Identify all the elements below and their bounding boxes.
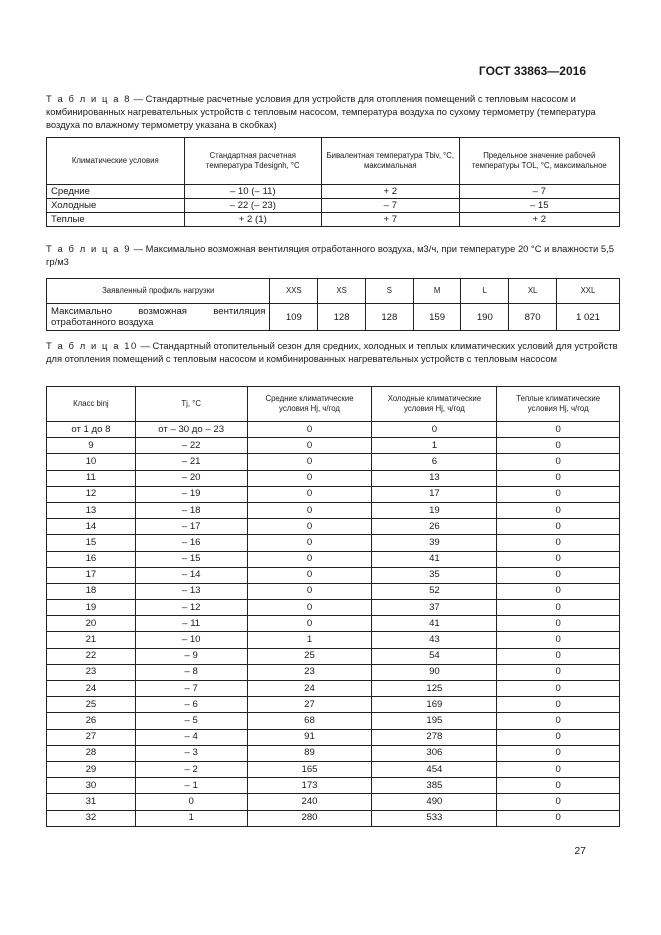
table-cell: 0 xyxy=(497,600,620,616)
table-row xyxy=(47,778,620,794)
table-cell: 25 xyxy=(247,648,372,664)
table-cell: 25 xyxy=(47,697,136,713)
table-cell: 0 xyxy=(497,470,620,486)
col-header: S xyxy=(365,279,413,304)
table-row xyxy=(47,486,620,502)
col-header: Холодные климатические условия Hj, ч/год xyxy=(372,387,497,422)
table-cell: 0 xyxy=(497,583,620,599)
table-cell: 23 xyxy=(47,664,136,680)
table-cell: 128 xyxy=(318,304,366,331)
table-cell: – 4 xyxy=(135,729,247,745)
table-cell: 0 xyxy=(247,422,372,438)
col-header: XL xyxy=(509,279,557,304)
table-cell: 278 xyxy=(372,729,497,745)
table-cell: 0 xyxy=(247,438,372,454)
table-cell: 26 xyxy=(372,519,497,535)
table-cell: Холодные xyxy=(47,199,185,213)
table-cell: 19 xyxy=(372,502,497,518)
table-cell: 0 xyxy=(247,583,372,599)
table-header-row xyxy=(47,279,620,304)
table-cell: 454 xyxy=(372,761,497,777)
table-cell: 6 xyxy=(372,454,497,470)
table-8 xyxy=(46,137,620,227)
table-row xyxy=(47,213,620,227)
table-cell: 0 xyxy=(247,551,372,567)
col-header: XXS xyxy=(270,279,318,304)
document-code: ГОСТ 33863—2016 xyxy=(478,64,586,78)
table-cell: 9 xyxy=(47,438,136,454)
col-header: XS xyxy=(318,279,366,304)
table-row xyxy=(47,697,620,713)
table-row xyxy=(47,632,620,648)
table-cell: – 10 xyxy=(135,632,247,648)
table-cell: – 1 xyxy=(135,778,247,794)
table-row xyxy=(47,810,620,826)
table-cell: 0 xyxy=(497,422,620,438)
table-cell: 91 xyxy=(247,729,372,745)
table-10-caption xyxy=(46,339,620,365)
table-8-caption-text: — Стандартные расчетные условия для устройств для отопления помещений с тепловым насосом и комбинированных нагревательных устройств с тепловым насосом, температура воздуха по сухому термометру (температура воздуха по влажному термометру указана в скобках) xyxy=(46,93,596,130)
table-cell: 0 xyxy=(247,470,372,486)
table-cell: – 18 xyxy=(135,502,247,518)
table-cell: 13 xyxy=(372,470,497,486)
table-9-caption-text: — Максимально возможная вентиляция отработанного воздуха, м3/ч, при температуре 20 °C и влажности 5,5 гр/м3 xyxy=(46,243,614,267)
col-header: Средние климатические условия Hj, ч/год xyxy=(247,387,372,422)
table-cell: 17 xyxy=(372,486,497,502)
table-row xyxy=(47,422,620,438)
table-cell: 0 xyxy=(497,697,620,713)
table-cell: – 2 xyxy=(135,761,247,777)
table-cell: 240 xyxy=(247,794,372,810)
table-cell: 0 xyxy=(497,713,620,729)
table-cell: 43 xyxy=(372,632,497,648)
table-row xyxy=(47,535,620,551)
table-row xyxy=(47,600,620,616)
table-cell: 169 xyxy=(372,697,497,713)
table-cell: – 7 xyxy=(459,185,619,199)
col-header: Климатические условия xyxy=(47,138,185,185)
table-cell: 0 xyxy=(497,794,620,810)
table-cell: 24 xyxy=(47,681,136,697)
table-cell: – 22 xyxy=(135,438,247,454)
table-cell: 125 xyxy=(372,681,497,697)
table-cell: – 11 xyxy=(135,616,247,632)
table-row xyxy=(47,583,620,599)
table-cell: – 14 xyxy=(135,567,247,583)
table-cell: – 17 xyxy=(135,519,247,535)
table-cell: 52 xyxy=(372,583,497,599)
table-cell: 533 xyxy=(372,810,497,826)
table-cell: – 21 xyxy=(135,454,247,470)
table-cell: 0 xyxy=(497,438,620,454)
table-cell: 0 xyxy=(497,664,620,680)
table-cell: 90 xyxy=(372,664,497,680)
table-10-label: Т а б л и ц а 10 xyxy=(46,340,138,351)
table-cell: 24 xyxy=(247,681,372,697)
table-9-caption xyxy=(46,242,620,268)
table-cell: 41 xyxy=(372,551,497,567)
table-cell: 1 xyxy=(135,810,247,826)
table-cell: – 3 xyxy=(135,745,247,761)
table-row xyxy=(47,438,620,454)
col-header: Tj, °C xyxy=(135,387,247,422)
table-cell: 0 xyxy=(497,551,620,567)
table-cell: 1 xyxy=(247,632,372,648)
table-cell: 20 xyxy=(47,616,136,632)
table-cell: 165 xyxy=(247,761,372,777)
table-cell: – 10 (– 11) xyxy=(184,185,322,199)
table-cell: 0 xyxy=(497,745,620,761)
table-cell: 31 xyxy=(47,794,136,810)
table-cell: – 9 xyxy=(135,648,247,664)
table-cell: 54 xyxy=(372,648,497,664)
table-cell: 280 xyxy=(247,810,372,826)
table-cell: 29 xyxy=(47,761,136,777)
table-cell: + 2 xyxy=(459,213,619,227)
table-cell: 173 xyxy=(247,778,372,794)
table-cell: 190 xyxy=(461,304,509,331)
table-cell: 32 xyxy=(47,810,136,826)
table-10-caption-text: — Стандартный отопительный сезон для средних, холодных и теплых климатических условий для устройств для отопления помещений с тепловым насосом и комбинированных нагревательных устройств с тепловым насосом xyxy=(46,340,618,364)
table-cell: 0 xyxy=(497,567,620,583)
table-8-body xyxy=(47,185,620,227)
table-cell: – 22 (– 23) xyxy=(184,199,322,213)
table-cell: 0 xyxy=(497,454,620,470)
table-header-row xyxy=(47,138,620,185)
table-cell: 128 xyxy=(365,304,413,331)
col-header: Бивалентная температура Tbiv, °C, максимальная xyxy=(322,138,460,185)
table-row xyxy=(47,745,620,761)
table-9 xyxy=(46,278,620,331)
table-row xyxy=(47,761,620,777)
table-cell: 16 xyxy=(47,551,136,567)
table-row xyxy=(47,454,620,470)
table-cell: 0 xyxy=(497,535,620,551)
table-cell: – 8 xyxy=(135,664,247,680)
table-9-label: Т а б л и ц а 9 xyxy=(46,243,132,254)
table-cell: 0 xyxy=(497,681,620,697)
table-cell: – 15 xyxy=(135,551,247,567)
table-cell: 109 xyxy=(270,304,318,331)
col-header: Заявленный профиль нагрузки xyxy=(47,279,270,304)
table-cell: – 20 xyxy=(135,470,247,486)
table-cell: 21 xyxy=(47,632,136,648)
table-cell: 0 xyxy=(372,422,497,438)
table-cell: 0 xyxy=(497,778,620,794)
table-cell: 306 xyxy=(372,745,497,761)
table-cell: 13 xyxy=(47,502,136,518)
table-cell: 27 xyxy=(247,697,372,713)
table-cell: 0 xyxy=(497,648,620,664)
table-cell: – 7 xyxy=(322,199,460,213)
table-cell: 0 xyxy=(247,454,372,470)
table-cell: – 5 xyxy=(135,713,247,729)
table-cell: 11 xyxy=(47,470,136,486)
table-cell: – 12 xyxy=(135,600,247,616)
table-cell: 22 xyxy=(47,648,136,664)
table-row xyxy=(47,616,620,632)
table-cell: 18 xyxy=(47,583,136,599)
table-cell: 15 xyxy=(47,535,136,551)
table-cell: 12 xyxy=(47,486,136,502)
table-row xyxy=(47,794,620,810)
table-cell: 195 xyxy=(372,713,497,729)
table-cell: 0 xyxy=(247,502,372,518)
table-cell: + 7 xyxy=(322,213,460,227)
table-row xyxy=(47,567,620,583)
table-cell: 0 xyxy=(497,502,620,518)
table-cell: 0 xyxy=(497,519,620,535)
table-cell: 0 xyxy=(497,632,620,648)
table-cell: 870 xyxy=(509,304,557,331)
table-cell: от – 30 до – 23 xyxy=(135,422,247,438)
table-row xyxy=(47,664,620,680)
col-header: M xyxy=(413,279,461,304)
table-cell: 27 xyxy=(47,729,136,745)
table-cell: 23 xyxy=(247,664,372,680)
table-cell: 0 xyxy=(497,810,620,826)
table-cell: + 2 (1) xyxy=(184,213,322,227)
table-cell: 41 xyxy=(372,616,497,632)
table-cell: – 13 xyxy=(135,583,247,599)
col-header: Предельное значение рабочей температуры TOL, °C, максимальное xyxy=(459,138,619,185)
table-cell: 490 xyxy=(372,794,497,810)
table-row xyxy=(47,681,620,697)
table-cell: – 19 xyxy=(135,486,247,502)
table-cell: 39 xyxy=(372,535,497,551)
table-row xyxy=(47,519,620,535)
table-cell: 0 xyxy=(247,567,372,583)
table-cell: Теплые xyxy=(47,213,185,227)
table-row xyxy=(47,729,620,745)
table-cell: 0 xyxy=(497,729,620,745)
table-cell: + 2 xyxy=(322,185,460,199)
table-cell: 0 xyxy=(247,600,372,616)
table-cell: 0 xyxy=(497,486,620,502)
col-header: Стандартная расчетная температура Tdesignh, °C xyxy=(184,138,322,185)
col-header: L xyxy=(461,279,509,304)
table-cell: 0 xyxy=(247,519,372,535)
table-row xyxy=(47,551,620,567)
table-cell: 385 xyxy=(372,778,497,794)
table-cell: 0 xyxy=(247,486,372,502)
table-cell: – 7 xyxy=(135,681,247,697)
table-8-label: Т а б л и ц а 8 xyxy=(46,93,132,104)
table-cell: 28 xyxy=(47,745,136,761)
table-row xyxy=(47,470,620,486)
table-row xyxy=(47,502,620,518)
table-cell: от 1 до 8 xyxy=(47,422,136,438)
table-10-body xyxy=(47,422,620,827)
table-cell: 0 xyxy=(247,616,372,632)
table-cell: 0 xyxy=(497,761,620,777)
table-cell: 17 xyxy=(47,567,136,583)
col-header: XXL xyxy=(556,279,619,304)
table-cell: 159 xyxy=(413,304,461,331)
table-cell: 1 xyxy=(372,438,497,454)
table-cell: 0 xyxy=(135,794,247,810)
table-cell: 19 xyxy=(47,600,136,616)
table-header-row xyxy=(47,387,620,422)
table-row xyxy=(47,304,620,331)
table-cell: 26 xyxy=(47,713,136,729)
table-cell: 68 xyxy=(247,713,372,729)
table-cell: 14 xyxy=(47,519,136,535)
table-cell: 35 xyxy=(372,567,497,583)
table-row xyxy=(47,185,620,199)
table-cell: – 15 xyxy=(459,199,619,213)
table-cell: – 16 xyxy=(135,535,247,551)
table-cell: 10 xyxy=(47,454,136,470)
table-row xyxy=(47,713,620,729)
table-cell: Максимально возможная вентиляция отработанного воздуха xyxy=(47,304,270,331)
page-number: 27 xyxy=(574,845,586,857)
col-header: Класс binj xyxy=(47,387,136,422)
table-cell: 37 xyxy=(372,600,497,616)
table-8-caption xyxy=(46,92,620,131)
table-row xyxy=(47,199,620,213)
table-cell: 89 xyxy=(247,745,372,761)
table-cell: 1 021 xyxy=(556,304,619,331)
table-cell: 30 xyxy=(47,778,136,794)
col-header: Теплые климатические условия Hj, ч/год xyxy=(497,387,620,422)
table-cell: 0 xyxy=(247,535,372,551)
table-cell: – 6 xyxy=(135,697,247,713)
table-cell: Средние xyxy=(47,185,185,199)
table-10 xyxy=(46,386,620,827)
table-row xyxy=(47,648,620,664)
table-cell: 0 xyxy=(497,616,620,632)
